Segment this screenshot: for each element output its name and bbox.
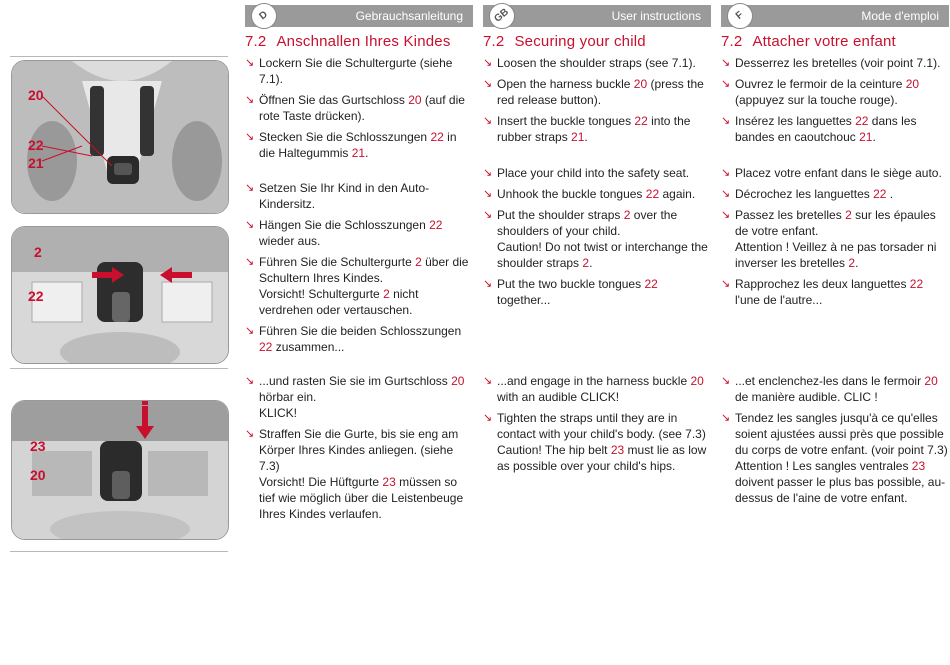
arrow-bullet-icon: ↘ (245, 325, 255, 337)
part-reference: 22 (644, 277, 658, 291)
arrow-bullet-icon: ↘ (721, 375, 731, 387)
part-reference: 2 (582, 256, 590, 270)
note-text: nicht verdrehen oder vertauschen. (259, 287, 419, 317)
column-header (245, 5, 473, 27)
arrow-bullet-icon: ↘ (721, 78, 731, 90)
step-text: wieder aus. (259, 234, 321, 248)
instruction-step (483, 76, 711, 108)
language-badge: F (722, 0, 759, 34)
instruction-step (721, 55, 949, 71)
step-text: . (886, 187, 894, 201)
arrow-bullet-icon: ↘ (721, 188, 731, 200)
arrow-bullet-icon: ↘ (721, 57, 731, 69)
arrow-bullet-icon: ↘ (245, 182, 255, 194)
arrow-bullet-icon: ↘ (483, 57, 493, 69)
section-title-text: Securing your child (514, 33, 646, 50)
note-text: doivent passer le plus bas possible, au-dessus de l'aine de votre enfant. (735, 475, 946, 505)
part-reference: 20 (690, 374, 704, 388)
arrow-bullet-icon: ↘ (483, 78, 493, 90)
step-text: sur les épaules de votre enfant. (735, 208, 936, 238)
step-text: dans les bandes en caoutchouc (735, 114, 917, 144)
step-text: Tendez les sangles jusqu'à ce qu'elles soient ajustées aussi près que possible du corps de votre enfant. (voir point 7.3) (735, 411, 948, 457)
note-text: müssen so tief wie möglich über die Leistenbeuge Ihres Kindes verlaufen. (259, 475, 464, 521)
language-badge: GB (484, 0, 521, 34)
part-reference: 2 (848, 256, 856, 270)
instruction-step (245, 55, 473, 87)
arrow-bullet-icon: ↘ (483, 115, 493, 127)
step-text: into the rubber straps (497, 114, 691, 144)
part-reference: 23 (911, 459, 926, 473)
note-text: Caution! The hip belt (497, 443, 611, 457)
step-text: Insérez les languettes (735, 114, 856, 128)
column-header-label: User instructions (611, 9, 701, 23)
arrow-bullet-icon: ↘ (721, 412, 731, 424)
step-text: ...and engage in the harness buckle (497, 374, 691, 388)
step-text: again. (659, 187, 696, 201)
column-header (721, 5, 949, 27)
instruction-step (245, 373, 473, 421)
step-text: Put the shoulder straps (497, 208, 624, 222)
step-text: de manière audible. CLIC ! (735, 390, 878, 404)
section-title-text: Attacher votre enfant (752, 33, 896, 50)
arrow-bullet-icon: ↘ (483, 188, 493, 200)
part-reference: 20 (905, 77, 920, 91)
instruction-step (483, 165, 711, 181)
step-text: ...und rasten Sie sie im Gurtschloss (259, 374, 452, 388)
instruction-block-1 (721, 55, 949, 150)
section-title (721, 33, 949, 50)
part-reference: 2 (415, 255, 422, 269)
step-text: zusammen... (272, 340, 345, 354)
arrow-bullet-icon: ↘ (721, 167, 731, 179)
instruction-step (721, 186, 949, 202)
part-reference: 22 (909, 277, 924, 291)
part-reference: 22 (645, 187, 660, 201)
step-text: with an audible CLICK! (497, 390, 620, 404)
step-text: Unhook the buckle tongues (497, 187, 646, 201)
step-text: Führen Sie die beiden Schlosszungen (259, 324, 462, 338)
step-text: Place your child into the safety seat. (497, 166, 690, 180)
step-text: Desserrez les bretelles (voir point 7.1). (735, 56, 941, 70)
part-reference: 22 (855, 114, 869, 128)
note-text: Caution! Do not twist or interchange the shoulder straps (497, 240, 708, 270)
part-reference: 21 (859, 130, 873, 144)
section-title (483, 33, 711, 50)
column-header-label: Mode d'emploi (861, 9, 939, 23)
arrow-bullet-icon: ↘ (245, 375, 255, 387)
instruction-step (721, 410, 949, 506)
instruction-step (245, 180, 473, 212)
section-number: 7.2 (483, 33, 505, 50)
instruction-block-2 (721, 165, 949, 313)
instruction-step (721, 207, 949, 271)
figure-2-callout-a: 2 (34, 244, 42, 260)
arrow-bullet-icon: ↘ (721, 278, 731, 290)
figure-1-callout-a: 20 (28, 87, 44, 103)
instruction-step (483, 373, 711, 405)
instruction-step (245, 217, 473, 249)
step-text: Führen Sie die Schultergurte (259, 255, 416, 269)
step-text: Tighten the straps until they are in contact with your child's body. (see 7.3) (497, 411, 706, 441)
figure-2-illustration (12, 227, 228, 363)
instruction-step (483, 207, 711, 271)
arrow-bullet-icon: ↘ (483, 412, 493, 424)
instruction-block-3 (721, 373, 949, 511)
column-french (721, 5, 949, 505)
column-english (483, 5, 711, 473)
step-text: . (872, 130, 876, 144)
step-text: über die Schultern Ihres Kindes. (259, 255, 469, 285)
arrow-bullet-icon: ↘ (483, 375, 493, 387)
arrow-bullet-icon: ↘ (245, 57, 255, 69)
part-reference: 22 (634, 114, 648, 128)
part-reference: 22 (259, 340, 273, 354)
arrow-bullet-icon: ↘ (483, 278, 493, 290)
step-note (497, 442, 711, 474)
step-note (259, 405, 473, 421)
part-reference: 22 (429, 218, 443, 232)
instruction-block-2 (245, 180, 473, 360)
step-note (735, 458, 949, 506)
step-text: Straffen Sie die Gurte, bis sie eng am Körper Ihres Kindes anliegen. (siehe 7.3) (259, 427, 459, 473)
step-text: Décrochez les languettes (735, 187, 874, 201)
arrow-bullet-icon: ↘ (245, 131, 255, 143)
instruction-block-2 (483, 165, 711, 313)
step-text: together... (497, 293, 551, 307)
part-reference: 2 (623, 208, 631, 222)
column-header (483, 5, 711, 27)
part-reference: 22 (873, 187, 887, 201)
step-text: (appuyez sur la touche rouge). (735, 93, 898, 107)
part-reference: 23 (382, 475, 396, 489)
note-text: Vorsicht! Schultergurte (259, 287, 384, 301)
arrow-bullet-icon: ↘ (245, 256, 255, 268)
section-number: 7.2 (721, 33, 743, 50)
part-reference: 20 (408, 93, 422, 107)
step-note (259, 286, 473, 318)
instruction-step (721, 113, 949, 145)
column-german (245, 5, 473, 521)
instruction-step (483, 55, 711, 71)
instruction-step (483, 186, 711, 202)
step-text: (press the red release button). (497, 77, 704, 107)
arrow-bullet-icon: ↘ (483, 167, 493, 179)
note-text: Attention ! Veillez à ne pas torsader ni inverser les bretelles (735, 240, 937, 270)
section-title (245, 33, 473, 50)
step-text: Passez les bretelles (735, 208, 846, 222)
divider-middle (10, 368, 228, 369)
step-text: Open the harness buckle (497, 77, 634, 91)
instruction-block-1 (483, 55, 711, 150)
instruction-block-3 (483, 373, 711, 479)
step-text: Loosen the shoulder straps (see 7.1). (497, 56, 696, 70)
step-text: Insert the buckle tongues (497, 114, 635, 128)
step-text: (auf die rote Taste drücken). (259, 93, 465, 123)
instruction-step (245, 92, 473, 124)
arrow-bullet-icon: ↘ (245, 219, 255, 231)
divider-top (10, 56, 228, 57)
part-reference: 21 (351, 146, 366, 160)
step-text: Ouvrez le fermoir de la ceinture (735, 77, 906, 91)
step-note (497, 239, 711, 271)
figure-3-callout-b: 20 (30, 467, 46, 483)
column-header-label: Gebrauchsanleitung (355, 9, 463, 23)
part-reference: 2 (383, 287, 390, 301)
part-reference: 23 (610, 443, 625, 457)
step-text: hörbar ein. (259, 390, 317, 404)
part-reference: 22 (430, 130, 444, 144)
instruction-block-1 (245, 55, 473, 166)
instruction-step (245, 129, 473, 161)
section-number: 7.2 (245, 33, 267, 50)
note-text: . (589, 256, 593, 270)
step-text: Öffnen Sie das Gurtschloss (259, 93, 409, 107)
note-text: . (855, 256, 859, 270)
part-reference: 20 (924, 374, 938, 388)
step-text: over the shoulders of your child. (497, 208, 678, 238)
instruction-step (483, 113, 711, 145)
instruction-step (721, 276, 949, 308)
step-text: . (584, 130, 588, 144)
instruction-step (245, 426, 473, 522)
step-text: Hängen Sie die Schlosszungen (259, 218, 430, 232)
part-reference: 20 (633, 77, 648, 91)
instruction-step (721, 76, 949, 108)
language-badge: D (246, 0, 283, 34)
part-reference: 2 (845, 208, 852, 222)
note-text: KLICK! (259, 406, 298, 420)
part-reference: 20 (451, 374, 465, 388)
arrow-bullet-icon: ↘ (721, 209, 731, 221)
step-note (735, 239, 949, 271)
section-title-text: Anschnallen Ihres Kindes (276, 33, 451, 50)
note-text: Attention ! Les sangles ventrales (735, 459, 912, 473)
note-text: Vorsicht! Die Hüftgurte (259, 475, 383, 489)
step-text: . (365, 146, 369, 160)
divider-bottom (10, 551, 228, 552)
step-text: Rapprochez les deux languettes (735, 277, 910, 291)
instruction-step (483, 276, 711, 308)
step-text: Lockern Sie die Schultergurte (siehe 7.1). (259, 56, 453, 86)
instruction-step (245, 323, 473, 355)
step-text: Placez votre enfant dans le siège auto. (735, 166, 942, 180)
instruction-step (721, 373, 949, 405)
step-note (259, 474, 473, 522)
figure-3-callout-a: 23 (30, 438, 46, 454)
arrow-bullet-icon: ↘ (721, 115, 731, 127)
figure-2-callout-b: 22 (28, 288, 44, 304)
arrow-bullet-icon: ↘ (483, 209, 493, 221)
arrow-bullet-icon: ↘ (245, 94, 255, 106)
instruction-step (721, 165, 949, 181)
arrow-bullet-icon: ↘ (245, 428, 255, 440)
step-text: l'une de l'autre... (735, 293, 823, 307)
step-text: ...et enclenchez-les dans le fermoir (735, 374, 925, 388)
step-text: in die Haltegummis (259, 130, 457, 160)
step-text: Stecken Sie die Schlosszungen (259, 130, 431, 144)
part-reference: 21 (571, 130, 585, 144)
instruction-block-3 (245, 373, 473, 527)
instruction-step (245, 254, 473, 318)
figure-1-callout-b: 22 (28, 137, 44, 153)
note-text: must lie as low as possible over your child's hips. (497, 443, 707, 473)
instruction-step (483, 410, 711, 474)
figure-1-illustration (12, 61, 228, 213)
step-text: Setzen Sie Ihr Kind in den Auto-Kindersitz. (259, 181, 430, 211)
step-text: Put the two buckle tongues (497, 277, 645, 291)
figure-1-callout-c: 21 (28, 155, 44, 171)
